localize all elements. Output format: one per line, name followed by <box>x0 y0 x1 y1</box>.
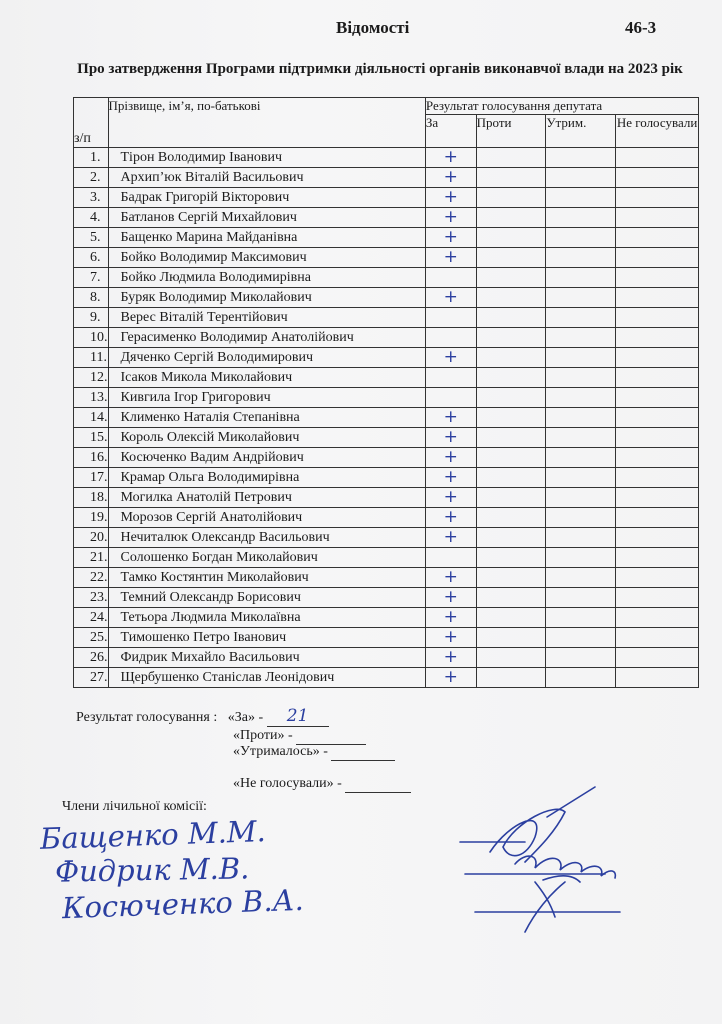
table-row <box>74 548 699 568</box>
table-row <box>74 348 699 368</box>
row-number: 23. <box>74 588 109 608</box>
table-row <box>74 508 699 528</box>
table-row <box>74 368 699 388</box>
row-vote-abstain <box>546 388 616 408</box>
row-name: Бадрак Григорій Вікторович <box>108 188 425 208</box>
results-line-not-voted <box>233 776 411 793</box>
table-row <box>74 588 699 608</box>
row-vote-for: + <box>425 288 476 308</box>
row-vote-not-voted <box>616 148 699 168</box>
row-vote-against <box>476 588 546 608</box>
row-vote-abstain <box>546 328 616 348</box>
row-vote-not-voted <box>616 548 699 568</box>
row-vote-not-voted <box>616 328 699 348</box>
row-vote-against <box>476 448 546 468</box>
row-vote-abstain <box>546 168 616 188</box>
header-name: Прізвище, ім’я, по-батькові <box>108 98 425 148</box>
row-vote-abstain <box>546 368 616 388</box>
row-vote-not-voted <box>616 668 699 688</box>
row-vote-not-voted <box>616 248 699 268</box>
row-name: Щербушенко Станіслав Леонідович <box>108 668 425 688</box>
row-vote-abstain <box>546 308 616 328</box>
table-row <box>74 328 699 348</box>
row-vote-against <box>476 488 546 508</box>
row-vote-not-voted <box>616 348 699 368</box>
row-number: 24. <box>74 608 109 628</box>
table-row <box>74 168 699 188</box>
result-not-voted-blank <box>345 776 411 793</box>
row-vote-for: + <box>425 348 476 368</box>
table-row <box>74 308 699 328</box>
row-name: Фидрик Михайло Васильович <box>108 648 425 668</box>
row-name: Бойко Володимир Максимович <box>108 248 425 268</box>
row-vote-for: + <box>425 488 476 508</box>
header-for: За <box>425 115 476 148</box>
row-vote-against <box>476 468 546 488</box>
row-vote-against <box>476 268 546 288</box>
results-line-against <box>233 728 366 745</box>
row-name: Крамар Ольга Володимирівна <box>108 468 425 488</box>
table-row <box>74 248 699 268</box>
table-row <box>74 268 699 288</box>
voting-table <box>73 97 699 688</box>
row-vote-against <box>476 288 546 308</box>
header-not-voted: Не голосували <box>616 115 699 148</box>
row-number: 22. <box>74 568 109 588</box>
row-name: Верес Віталій Терентійович <box>108 308 425 328</box>
row-vote-not-voted <box>616 468 699 488</box>
row-name: Тамко Костянтин Миколайович <box>108 568 425 588</box>
result-for-label: «За» - <box>227 710 264 725</box>
row-vote-for: + <box>425 668 476 688</box>
row-name: Тимошенко Петро Іванович <box>108 628 425 648</box>
row-vote-abstain <box>546 248 616 268</box>
row-vote-abstain <box>546 208 616 228</box>
row-name: Ісаков Микола Миколайович <box>108 368 425 388</box>
row-vote-abstain <box>546 568 616 588</box>
table-row <box>74 428 699 448</box>
row-vote-against <box>476 608 546 628</box>
row-vote-not-voted <box>616 608 699 628</box>
header-number: з/п <box>74 98 109 148</box>
row-name: Косюченко Вадим Андрійович <box>108 448 425 468</box>
row-vote-for: + <box>425 148 476 168</box>
result-for-blank <box>267 706 329 727</box>
row-vote-not-voted <box>616 168 699 188</box>
row-vote-abstain <box>546 528 616 548</box>
row-vote-not-voted <box>616 208 699 228</box>
row-vote-not-voted <box>616 588 699 608</box>
table-row <box>74 628 699 648</box>
row-vote-abstain <box>546 648 616 668</box>
row-vote-against <box>476 248 546 268</box>
header-abstain: Утрим. <box>546 115 616 148</box>
row-name: Могилка Анатолій Петрович <box>108 488 425 508</box>
row-number: 2. <box>74 168 109 188</box>
row-vote-against <box>476 308 546 328</box>
row-vote-not-voted <box>616 228 699 248</box>
row-vote-abstain <box>546 468 616 488</box>
result-abstain-label: «Утрималось» - <box>233 744 328 759</box>
results-line-for <box>76 706 329 727</box>
row-vote-not-voted <box>616 408 699 428</box>
row-vote-against <box>476 228 546 248</box>
row-vote-for: + <box>425 188 476 208</box>
row-vote-against <box>476 388 546 408</box>
row-vote-for: + <box>425 468 476 488</box>
table-row <box>74 648 699 668</box>
row-number: 11. <box>74 348 109 368</box>
row-number: 14. <box>74 408 109 428</box>
row-vote-for: + <box>425 228 476 248</box>
result-for-value: 21 <box>286 706 309 726</box>
row-vote-for <box>425 308 476 328</box>
table-row <box>74 228 699 248</box>
row-vote-against <box>476 548 546 568</box>
row-vote-abstain <box>546 348 616 368</box>
row-number: 13. <box>74 388 109 408</box>
row-vote-against <box>476 168 546 188</box>
row-vote-not-voted <box>616 508 699 528</box>
row-name: Темний Олександр Борисович <box>108 588 425 608</box>
row-number: 27. <box>74 668 109 688</box>
row-vote-against <box>476 188 546 208</box>
row-vote-against <box>476 668 546 688</box>
row-number: 7. <box>74 268 109 288</box>
row-number: 17. <box>74 468 109 488</box>
row-vote-for: + <box>425 528 476 548</box>
row-number: 8. <box>74 288 109 308</box>
table-row <box>74 448 699 468</box>
row-vote-for: + <box>425 648 476 668</box>
row-vote-for <box>425 268 476 288</box>
row-vote-against <box>476 368 546 388</box>
row-name: Солошенко Богдан Миколайович <box>108 548 425 568</box>
results-label: Результат голосування : <box>76 710 218 725</box>
row-number: 6. <box>74 248 109 268</box>
result-not-voted-label: «Не голосували» - <box>233 776 342 791</box>
result-abstain-blank <box>331 744 395 761</box>
row-name: Батланов Сергій Михайлович <box>108 208 425 228</box>
row-name: Буряк Володимир Миколайович <box>108 288 425 308</box>
row-vote-for: + <box>425 448 476 468</box>
row-number: 19. <box>74 508 109 528</box>
row-number: 3. <box>74 188 109 208</box>
row-vote-not-voted <box>616 528 699 548</box>
table-row <box>74 288 699 308</box>
commission-label: Члени лічильної комісії: <box>62 799 207 814</box>
row-number: 25. <box>74 628 109 648</box>
row-vote-not-voted <box>616 288 699 308</box>
row-name: Герасименко Володимир Анатолійович <box>108 328 425 348</box>
row-vote-for <box>425 548 476 568</box>
row-vote-against <box>476 328 546 348</box>
table-row <box>74 408 699 428</box>
row-number: 16. <box>74 448 109 468</box>
row-vote-for <box>425 328 476 348</box>
row-vote-not-voted <box>616 268 699 288</box>
row-number: 18. <box>74 488 109 508</box>
document-number: 46-3 <box>625 18 657 37</box>
row-vote-abstain <box>546 408 616 428</box>
commission-member-2: Фидрик М.В. <box>54 851 250 889</box>
commission-member-3: Косюченко В.А. <box>61 882 305 926</box>
results-line-abstain <box>233 744 395 761</box>
row-number: 20. <box>74 528 109 548</box>
row-name: Нечиталюк Олександр Васильович <box>108 528 425 548</box>
row-vote-for: + <box>425 208 476 228</box>
row-name: Бойко Людмила Володимирівна <box>108 268 425 288</box>
header-against: Проти <box>476 115 546 148</box>
row-number: 1. <box>74 148 109 168</box>
row-name: Архип’юк Віталій Васильович <box>108 168 425 188</box>
row-vote-against <box>476 148 546 168</box>
row-vote-abstain <box>546 268 616 288</box>
row-vote-for: + <box>425 508 476 528</box>
row-vote-against <box>476 648 546 668</box>
row-vote-abstain <box>546 488 616 508</box>
row-vote-for: + <box>425 168 476 188</box>
row-vote-abstain <box>546 148 616 168</box>
row-vote-not-voted <box>616 368 699 388</box>
row-vote-for: + <box>425 408 476 428</box>
row-vote-against <box>476 628 546 648</box>
result-against-label: «Проти» - <box>233 728 293 743</box>
row-name: Клименко Наталія Степанівна <box>108 408 425 428</box>
row-vote-for: + <box>425 248 476 268</box>
row-number: 15. <box>74 428 109 448</box>
row-vote-for: + <box>425 588 476 608</box>
row-vote-abstain <box>546 228 616 248</box>
row-name: Дяченко Сергій Володимирович <box>108 348 425 368</box>
row-vote-abstain <box>546 448 616 468</box>
row-vote-not-voted <box>616 648 699 668</box>
row-vote-not-voted <box>616 488 699 508</box>
row-name: Тірон Володимир Іванович <box>108 148 425 168</box>
row-vote-abstain <box>546 428 616 448</box>
row-number: 5. <box>74 228 109 248</box>
row-vote-abstain <box>546 188 616 208</box>
row-vote-against <box>476 528 546 548</box>
table-row <box>74 528 699 548</box>
table-row <box>74 208 699 228</box>
row-vote-for: + <box>425 428 476 448</box>
row-vote-against <box>476 568 546 588</box>
row-vote-not-voted <box>616 388 699 408</box>
row-number: 26. <box>74 648 109 668</box>
row-name: Король Олексій Миколайович <box>108 428 425 448</box>
row-name: Морозов Сергій Анатолійович <box>108 508 425 528</box>
document-subject: Про затвердження Програми підтримки діяльності органів виконавчої влади на 2023 рік <box>77 61 683 77</box>
row-vote-not-voted <box>616 188 699 208</box>
row-vote-against <box>476 508 546 528</box>
header-result: Результат голосування депутата <box>425 98 698 115</box>
commission-member-1: Бащенко М.М. <box>39 814 267 856</box>
row-vote-abstain <box>546 628 616 648</box>
row-number: 12. <box>74 368 109 388</box>
table-row <box>74 388 699 408</box>
row-vote-for: + <box>425 628 476 648</box>
document-title: Відомості <box>336 18 410 37</box>
table-row <box>74 668 699 688</box>
signatures-image <box>455 782 630 942</box>
row-vote-abstain <box>546 508 616 528</box>
row-vote-not-voted <box>616 568 699 588</box>
row-vote-abstain <box>546 668 616 688</box>
table-row <box>74 188 699 208</box>
table-row <box>74 148 699 168</box>
row-number: 9. <box>74 308 109 328</box>
result-against-blank <box>296 728 366 745</box>
row-number: 4. <box>74 208 109 228</box>
row-name: Кивгила Ігор Григорович <box>108 388 425 408</box>
row-vote-not-voted <box>616 308 699 328</box>
row-vote-abstain <box>546 548 616 568</box>
row-number: 10. <box>74 328 109 348</box>
table-row <box>74 568 699 588</box>
row-vote-against <box>476 208 546 228</box>
row-vote-not-voted <box>616 428 699 448</box>
row-vote-for: + <box>425 568 476 588</box>
table-row <box>74 488 699 508</box>
row-vote-not-voted <box>616 448 699 468</box>
row-vote-against <box>476 348 546 368</box>
table-row <box>74 468 699 488</box>
row-vote-against <box>476 428 546 448</box>
row-vote-abstain <box>546 608 616 628</box>
row-vote-for: + <box>425 608 476 628</box>
row-number: 21. <box>74 548 109 568</box>
row-vote-not-voted <box>616 628 699 648</box>
row-vote-abstain <box>546 588 616 608</box>
row-vote-against <box>476 408 546 428</box>
row-name: Тетьора Людмила Миколаївна <box>108 608 425 628</box>
table-row <box>74 608 699 628</box>
row-vote-for <box>425 368 476 388</box>
row-name: Бащенко Марина Майданівна <box>108 228 425 248</box>
row-vote-for <box>425 388 476 408</box>
row-vote-abstain <box>546 288 616 308</box>
